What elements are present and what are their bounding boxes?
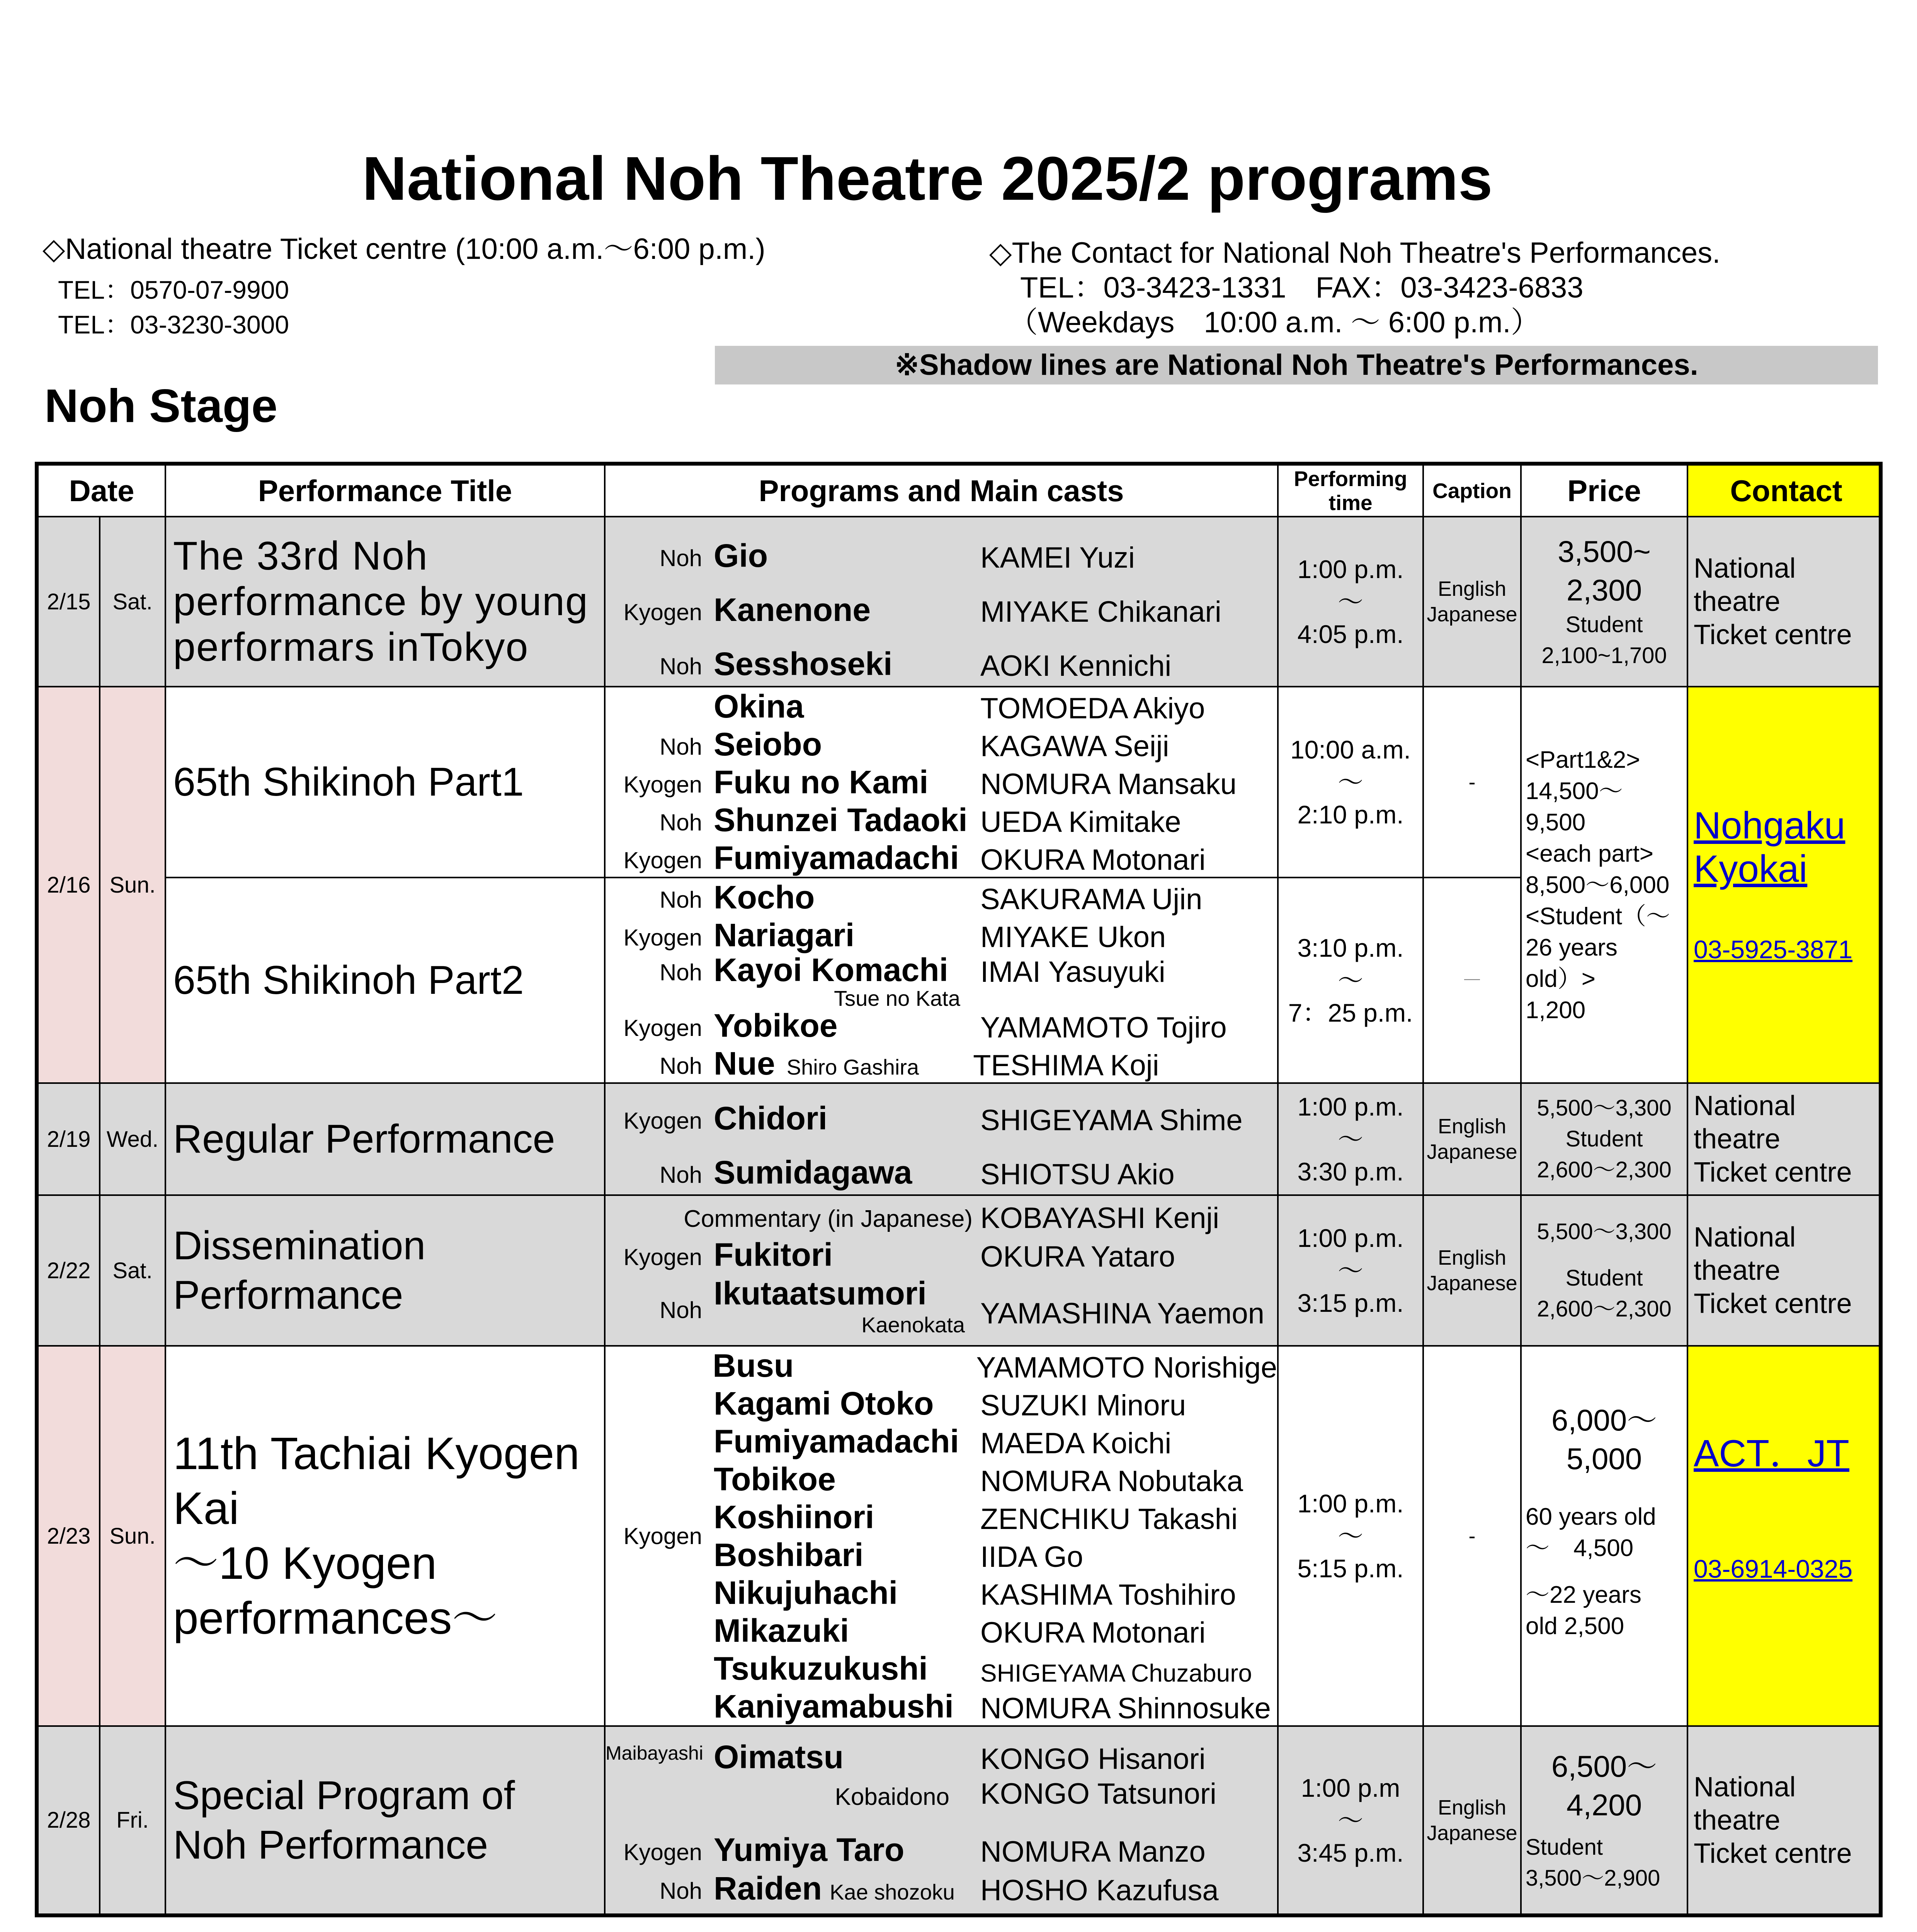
program-title (714, 1045, 919, 1082)
price-main: 6,000～ (1551, 1403, 1657, 1437)
price-student: 2,100~1,700 (1541, 643, 1667, 668)
program-cast: TOMOEDA Akiyo (980, 692, 1205, 725)
program-category: Kyogen (623, 1108, 703, 1134)
program-category: Noh (659, 1297, 703, 1323)
row-programs (605, 687, 1278, 878)
program-cast: KAMEI Yuzi (980, 541, 1135, 574)
price-line: 1,200 (1526, 997, 1586, 1024)
time-start: 3:10 p.m. (1297, 934, 1404, 962)
program-subtitle: Kae shozoku (830, 1879, 955, 1904)
time-start: 1:00 p.m. (1297, 555, 1404, 583)
caption-line: English (1437, 577, 1507, 600)
contact-link[interactable]: Kyokai (1694, 847, 1808, 890)
time-start: 1:00 p.m. (1297, 1092, 1404, 1121)
time-end: 4:05 p.m. (1297, 620, 1404, 648)
program-category: Noh (659, 653, 703, 679)
row-caption: - (1423, 687, 1521, 878)
contact-tel-link[interactable]: 03-5925-3871 (1694, 935, 1853, 964)
program-title: Sesshoseki (714, 646, 893, 682)
row-contact (1687, 517, 1881, 687)
caption-line: English (1437, 1246, 1507, 1269)
time-sep: ～ (1338, 1806, 1364, 1835)
caption-line: Japanese (1427, 603, 1517, 626)
program-cast: MAEDA Koichi (980, 1427, 1172, 1460)
title-line: Special Program of (173, 1773, 515, 1818)
price-line: ～22 years (1526, 1582, 1641, 1608)
price-line: <each part> (1526, 840, 1653, 867)
row-time (1278, 1195, 1423, 1346)
price-student: 2,600～2,300 (1537, 1296, 1672, 1321)
row-price (1521, 687, 1687, 1083)
row-title (165, 1726, 605, 1915)
table-row (37, 517, 1881, 687)
row-date: 2/28 (37, 1726, 100, 1915)
row-programs (605, 517, 1278, 687)
program-cast: SAKURAMA Ujin (980, 883, 1203, 916)
price-student-label: Student (1526, 1834, 1603, 1860)
section-title: Noh Stage (44, 379, 278, 432)
row-caption (1423, 1726, 1521, 1915)
row-title: 65th Shikinoh Part2 (165, 878, 605, 1083)
program-category: Kyogen (623, 1839, 703, 1865)
price-line: 26 years (1526, 934, 1618, 961)
program-cast: OKURA Motonari (980, 844, 1206, 876)
row-time (1278, 1346, 1423, 1726)
program-cast: TESHIMA Koji (973, 1049, 1159, 1082)
ticket-centre-tel1: TEL：0570-07-9900 (58, 276, 289, 304)
time-start: 1:00 p.m. (1297, 1224, 1404, 1252)
price-line: old）> (1526, 965, 1596, 992)
program-category: Kyogen (623, 1523, 703, 1549)
program-cast: OKURA Motonari (980, 1616, 1206, 1649)
row-price (1521, 517, 1687, 687)
contact-line: theatre (1694, 1124, 1781, 1155)
price-student: 3,500～2,900 (1526, 1865, 1660, 1891)
program-category: Noh (659, 1878, 703, 1904)
program-title: Fuku no Kami (714, 764, 929, 800)
program-cast: NOMURA Shinnosuke (980, 1692, 1271, 1725)
contact-line: theatre (1694, 1804, 1781, 1836)
row-contact (1687, 687, 1881, 1083)
price-line: <Student（～ (1526, 903, 1670, 930)
program-cast: OKURA Yataro (980, 1240, 1175, 1273)
program-title: Nariagari (714, 917, 855, 953)
program-cast: YAMAMOTO Tojiro (980, 1011, 1227, 1044)
program-title: Oimatsu (714, 1738, 844, 1775)
price-line: <Part1&2> (1526, 746, 1640, 773)
program-category: Noh (659, 1162, 703, 1188)
row-day: Sun. (100, 687, 165, 1083)
row-title: The 33rd Noh performance by young performars inTokyo (165, 517, 605, 687)
program-category: Noh (659, 1053, 703, 1079)
row-date: 2/23 (37, 1346, 100, 1726)
row-contact (1687, 1726, 1881, 1915)
program-subtitle: Shiro Gashira (786, 1055, 919, 1079)
program-cast: ZENCHIKU Takashi (980, 1503, 1238, 1536)
program-title: Gio (714, 537, 768, 574)
page-title: National Noh Theatre 2025/2 programs (362, 144, 1493, 213)
row-contact (1687, 1346, 1881, 1726)
program-title: Koshiinori (714, 1499, 874, 1535)
title-line: Kai (173, 1483, 239, 1534)
price-main: 2,300 (1566, 573, 1642, 607)
program-title: Kayoi Komachi (714, 952, 948, 988)
caption-line: Japanese (1427, 1821, 1517, 1845)
program-title: Boshibari (714, 1537, 864, 1573)
program-cast: NOMURA Mansaku (980, 768, 1237, 801)
program-title: Seiobo (714, 726, 822, 762)
program-category: Kyogen (623, 772, 703, 798)
time-sep: ～ (1338, 1522, 1364, 1550)
ticket-centre-heading: ◇National theatre Ticket centre (10:00 a.m.～6:00 p.m.) (43, 233, 765, 265)
program-cast: KAGAWA Seiji (980, 730, 1169, 763)
time-end: 7：25 p.m. (1288, 998, 1413, 1027)
price-student: 2,600～2,300 (1537, 1157, 1672, 1182)
time-end: 3:30 p.m. (1297, 1157, 1404, 1186)
header-contact: Contact (1687, 464, 1881, 517)
time-end: 2:10 p.m. (1297, 800, 1404, 829)
program-title: Busu (713, 1347, 794, 1384)
price-line: 8,500～6,000 (1526, 871, 1670, 898)
price-line: old 2,500 (1526, 1613, 1624, 1639)
header-time: Performing time (1278, 464, 1423, 517)
program-cast: SUZUKI Minoru (980, 1389, 1186, 1422)
program-cast: KONGO Hisanori (980, 1742, 1206, 1776)
program-cast: KONGO Tatsunori (980, 1777, 1217, 1810)
row-day: Fri. (100, 1726, 165, 1915)
program-title: Kocho (714, 879, 815, 915)
program-cast: KASHIMA Toshihiro (980, 1578, 1236, 1611)
program-title: Ikutaatsumori (714, 1275, 927, 1311)
row-programs (605, 1346, 1278, 1726)
row-date: 2/15 (37, 517, 100, 687)
header-price: Price (1521, 464, 1687, 517)
contact-heading: ◇The Contact for National Noh Theatre's Performances. (989, 236, 1721, 269)
row-time (1278, 1083, 1423, 1195)
program-cast: UEDA Kimitake (980, 806, 1181, 838)
row-caption (1423, 1083, 1521, 1195)
contact-line: theatre (1694, 586, 1781, 617)
time-start: 1:00 p.m (1301, 1773, 1400, 1802)
program-cast: NOMURA Manzo (980, 1835, 1206, 1868)
program-title-text: Nue (714, 1045, 775, 1082)
program-title: Yobikoe (714, 1007, 838, 1044)
table-row (37, 1195, 1881, 1346)
contact-link[interactable]: Nohgaku (1694, 804, 1846, 847)
program-cast: MIYAKE Ukon (980, 921, 1166, 954)
program-title: Chidori (714, 1100, 827, 1136)
table-row (37, 687, 1881, 878)
program-category (606, 722, 714, 725)
row-price (1521, 1346, 1687, 1726)
row-programs (605, 1083, 1278, 1195)
caption-line: Japanese (1427, 1272, 1517, 1295)
row-price (1521, 1083, 1687, 1195)
row-day: Wed. (100, 1083, 165, 1195)
time-end: 5:15 p.m. (1297, 1554, 1404, 1583)
program-title: Kanenone (714, 592, 871, 628)
price-main: 5,000 (1566, 1442, 1642, 1476)
header-title: Performance Title (165, 464, 605, 517)
contact-line: Ticket centre (1694, 1288, 1852, 1319)
row-title: 65th Shikinoh Part1 (165, 687, 605, 878)
caption-line: English (1437, 1796, 1507, 1819)
contact-line: Ticket centre (1694, 619, 1852, 650)
program-category: Noh (659, 887, 703, 913)
price-student-label: Student (1565, 612, 1643, 637)
row-time (1278, 517, 1423, 687)
contact-line: National (1694, 553, 1796, 584)
row-price (1521, 1195, 1687, 1346)
program-category: Kyogen (623, 925, 703, 951)
program-title: Okina (714, 688, 804, 724)
program-cast: YAMAMOTO Norishige (976, 1351, 1277, 1384)
program-category: Kyogen (623, 847, 703, 873)
row-caption (1423, 517, 1521, 687)
table-row (37, 1083, 1881, 1195)
row-time (1278, 878, 1423, 1083)
contact-link[interactable]: ACT．JT (1694, 1432, 1849, 1475)
program-table (35, 462, 1883, 1917)
program-category: Noh (659, 545, 703, 571)
title-line: performances～ (173, 1593, 498, 1644)
program-category: Kyogen (623, 1244, 703, 1270)
row-date: 2/22 (37, 1195, 100, 1346)
row-date: 2/19 (37, 1083, 100, 1195)
time-sep: ～ (1338, 768, 1364, 796)
program-category: Noh (659, 959, 703, 985)
program-category: Noh (659, 810, 703, 835)
contact-line: Ticket centre (1694, 1838, 1852, 1869)
program-title: Nikujuhachi (714, 1575, 898, 1611)
program-title: Fumiyamadachi (714, 840, 959, 876)
time-sep: ～ (1338, 966, 1364, 995)
program-subtitle: Kaenokata (861, 1312, 965, 1337)
program-cast: YAMASHINA Yaemon (980, 1297, 1265, 1330)
program-cast: SHIGEYAMA Shime (980, 1104, 1243, 1137)
price-main: 4,200 (1566, 1787, 1642, 1822)
contact-line: National (1694, 1090, 1796, 1121)
row-caption (1423, 1195, 1521, 1346)
program-title-text: Raiden (714, 1870, 822, 1906)
header-row (37, 464, 1881, 517)
table-row (37, 1346, 1881, 1726)
header-programs: Programs and Main casts (605, 464, 1278, 517)
caption-line: Japanese (1427, 1140, 1517, 1163)
program-cast: SHIOTSU Akio (980, 1158, 1175, 1191)
program-cast: AOKI Kennichi (980, 650, 1172, 682)
price-line: ～ 4,500 (1526, 1535, 1634, 1561)
ticket-centre-tel2: TEL：03-3230-3000 (58, 310, 289, 339)
row-date: 2/16 (37, 687, 100, 1083)
table-row (37, 1726, 1881, 1915)
program-cast: KOBAYASHI Kenji (980, 1201, 1220, 1235)
row-caption: - (1423, 1346, 1521, 1726)
time-end: 3:45 p.m. (1297, 1838, 1404, 1867)
price-student-label: Student (1565, 1265, 1643, 1291)
time-sep: ～ (1338, 587, 1364, 616)
caption-line: English (1437, 1115, 1507, 1138)
contact-tel-link[interactable]: 03-6914-0325 (1694, 1554, 1853, 1583)
price-line: 60 years old (1526, 1503, 1656, 1530)
header-date: Date (37, 464, 165, 517)
row-time (1278, 1726, 1423, 1915)
program-title: Fumiyamadachi (714, 1423, 959, 1459)
title-line: Noh Performance (173, 1822, 488, 1867)
title-line: ～10 Kyogen (173, 1538, 437, 1589)
program-cast: IMAI Yasuyuki (980, 956, 1165, 988)
program-title: Tsukuzukushi (714, 1650, 928, 1687)
time-end: 3:15 p.m. (1297, 1289, 1404, 1317)
program-title: Sumidagawa (714, 1154, 912, 1190)
contact-line: Ticket centre (1694, 1157, 1852, 1188)
contact-tel: TEL：03-3423-1331 FAX：03-3423-6833 (1020, 271, 1584, 304)
program-cast: IIDA Go (980, 1541, 1084, 1573)
program-category: Kyogen (623, 1015, 703, 1041)
program-title: Kagami Otoko (714, 1385, 934, 1422)
row-contact (1687, 1195, 1881, 1346)
price-main: 5,500～3,300 (1537, 1219, 1672, 1244)
program-subtitle: Tsue no Kata (834, 986, 961, 1010)
program-title: Shunzei Tadaoki (714, 802, 968, 838)
row-day: Sat. (100, 1195, 165, 1346)
row-day: Sat. (100, 517, 165, 687)
row-caption: － (1423, 878, 1521, 1083)
contact-line: National (1694, 1771, 1796, 1803)
row-programs (605, 1726, 1278, 1915)
program-title: Mikazuki (714, 1612, 849, 1649)
contact-hours: （Weekdays 10:00 a.m. ～ 6:00 p.m.） (1009, 306, 1540, 339)
time-sep: ～ (1338, 1125, 1364, 1153)
program-cast: MIYAKE Chikanari (980, 595, 1221, 628)
time-start: 1:00 p.m. (1297, 1489, 1404, 1518)
row-day: Sun. (100, 1346, 165, 1726)
price-main: 3,500~ (1558, 534, 1651, 568)
title-line: 11th Tachiai Kyogen (173, 1428, 580, 1479)
contact-line: National (1694, 1222, 1796, 1253)
row-programs (605, 1195, 1278, 1346)
program-title: Kobaidono (835, 1783, 950, 1810)
row-title: Regular Performance (165, 1083, 605, 1195)
time-start: 10:00 a.m. (1290, 735, 1411, 764)
program-cast: SHIGEYAMA Chuzaburo (980, 1659, 1252, 1687)
row-price (1521, 1726, 1687, 1915)
price-line: 9,500 (1526, 809, 1586, 836)
price-student-label: Student (1565, 1126, 1643, 1151)
time-sep: ～ (1338, 1256, 1364, 1285)
program-title: Tobikoe (714, 1461, 836, 1497)
contact-line: theatre (1694, 1255, 1781, 1286)
shadow-note: ※Shadow lines are National Noh Theatre's Performances. (715, 346, 1878, 384)
program-title: Kaniyamabushi (714, 1688, 954, 1725)
header-caption: Caption (1423, 464, 1521, 517)
row-contact (1687, 1083, 1881, 1195)
program-category: Kyogen (623, 599, 703, 625)
program-cast: HOSHO Kazufusa (980, 1874, 1219, 1907)
program-cast: NOMURA Nobutaka (980, 1465, 1243, 1498)
commentary-label: Commentary (in Japanese) (684, 1205, 973, 1232)
program-title: Fukitori (714, 1236, 833, 1273)
program-category: Noh (659, 734, 703, 760)
program-title (714, 1870, 980, 1907)
row-title (165, 1346, 605, 1726)
program-category: Maibayashi (606, 1742, 703, 1764)
price-line: 14,500～ (1526, 777, 1623, 804)
row-time (1278, 687, 1423, 878)
row-title: Dissemination Performance (165, 1195, 605, 1346)
price-main: 5,500～3,300 (1537, 1095, 1672, 1121)
program-title: Yumiya Taro (714, 1831, 905, 1868)
price-main: 6,500～ (1551, 1749, 1657, 1783)
row-programs (605, 878, 1278, 1083)
